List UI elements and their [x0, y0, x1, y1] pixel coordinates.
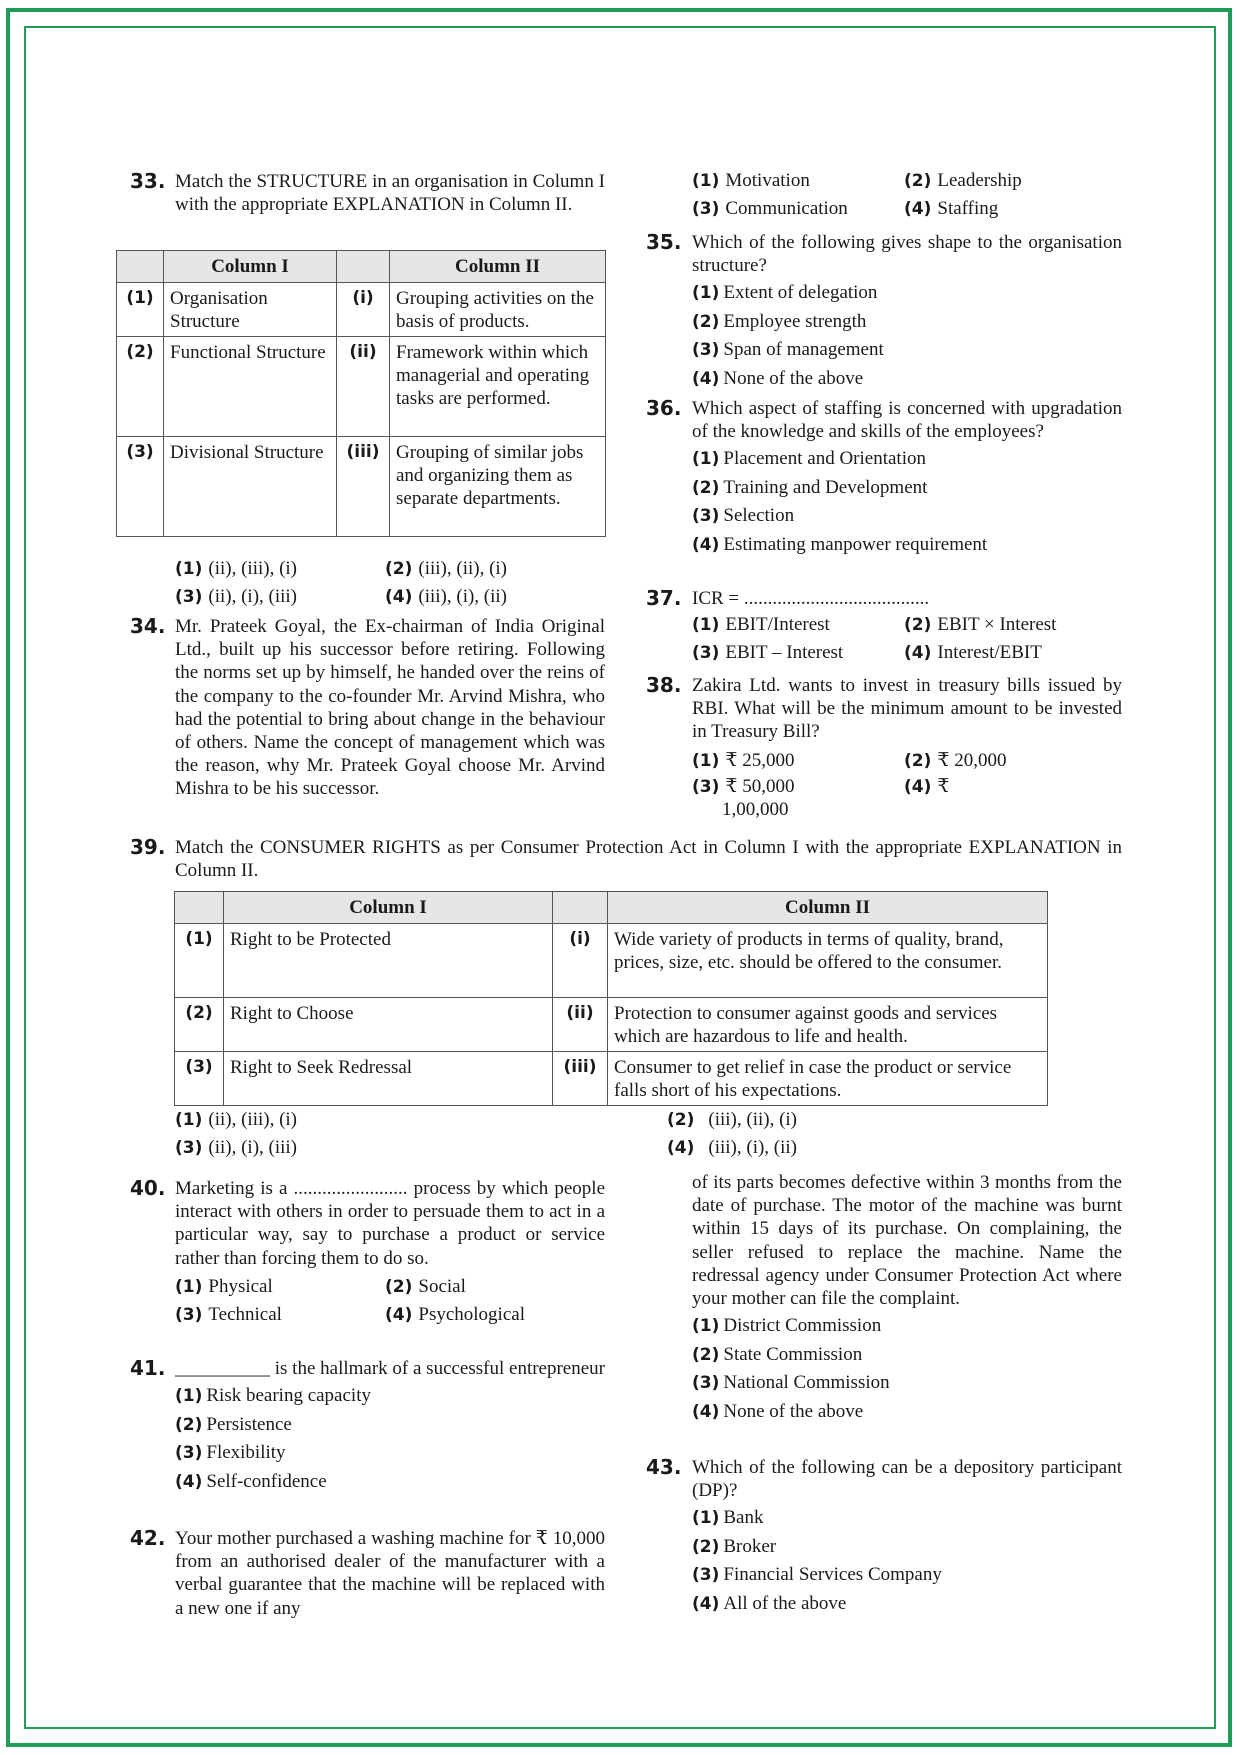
option[interactable]: (3) National Commission: [692, 1372, 890, 1394]
question-42: [130, 1527, 605, 1620]
option[interactable]: (1) EBIT/Interest: [692, 614, 830, 636]
option[interactable]: (4) Self-confidence: [175, 1470, 327, 1492]
option[interactable]: (2) Broker: [692, 1535, 777, 1557]
option[interactable]: (1) Extent of delegation: [692, 282, 878, 304]
option[interactable]: (3) Span of management: [692, 339, 884, 361]
table-header: Column I: [164, 251, 337, 283]
q33-match-table: [116, 250, 606, 537]
question-text: Match the CONSUMER RIGHTS as per Consumer Protection Act in Column I with the appropriate EXPLANATION in Column II.: [175, 837, 1122, 882]
option[interactable]: (1) ₹ 25,000: [692, 749, 795, 771]
question-number: 38.: [646, 673, 682, 697]
option[interactable]: (2) Training and Development: [692, 476, 928, 498]
question-text: Zakira Ltd. wants to invest in treasury bills issued by RBI. What will be the minimum amount to be invested in Treasury Bill?: [692, 675, 1122, 743]
option[interactable]: (2) (iii), (ii), (i): [385, 558, 508, 579]
option[interactable]: (3) (ii), (i), (iii): [175, 586, 298, 607]
option[interactable]: (4) Staffing: [904, 198, 999, 219]
question-text: __________ is the hallmark of a successful entrepreneur: [175, 1358, 606, 1379]
question-36: [646, 397, 1122, 559]
option[interactable]: (3) ₹ 50,000: [692, 775, 795, 797]
option[interactable]: (1) Placement and Orientation: [692, 448, 926, 470]
question-number: 33.: [130, 169, 166, 193]
option-continuation: 1,00,000: [722, 798, 789, 820]
question-39: [130, 836, 1122, 882]
option[interactable]: (4) (iii), (i), (ii): [385, 586, 508, 607]
question-text: Match the STRUCTURE in an organisation in Column I with the appropriate EXPLANATION in Column II.: [175, 171, 605, 216]
question-number: 36.: [646, 396, 682, 420]
question-text: Mr. Prateek Goyal, the Ex-chairman of India Original Ltd., built up his successor before retiring. Following the norms set up by himself, he handed over the reins of the company to the co-founder Mr. Arvind Mishra, who had the potential to bring about change in the behaviour of others. Name the concept of management which was the reason, why Mr. Prateek Goyal choose Mr. Arvind Mishra to be his successor.: [175, 616, 605, 800]
option[interactable]: (1) District Commission: [692, 1315, 882, 1337]
q39-match-table: [174, 891, 1048, 1106]
question-41: [130, 1357, 605, 1496]
question-38: [646, 674, 1122, 821]
question-35: [646, 231, 1122, 393]
option[interactable]: (4) ₹: [904, 775, 950, 797]
question-number: 41.: [130, 1356, 166, 1380]
option[interactable]: (3) Financial Services Company: [692, 1564, 942, 1586]
option[interactable]: (3) EBIT – Interest: [692, 642, 844, 664]
question-number: 35.: [646, 230, 682, 254]
question-text: Marketing is a ........................ process by which people interact with others in order to persuade them to act in a particular way, say to purchase a product or service rather than forcing them to do so.: [175, 1178, 605, 1269]
option[interactable]: (1) (ii), (iii), (i): [175, 558, 298, 579]
question-number: 37.: [646, 586, 682, 610]
table-header: Column II: [608, 892, 1048, 924]
table-header: Column II: [390, 251, 606, 283]
option[interactable]: (3) Communication: [692, 198, 848, 219]
option[interactable]: (4) Psychological: [385, 1303, 525, 1325]
option[interactable]: (2) (iii), (ii), (i): [667, 1109, 798, 1130]
table-row: (3) Divisional Structure (iii) Grouping of similar jobs and organizing them as separate departments.: [117, 437, 606, 537]
question-text: Which of the following gives shape to the organisation structure?: [692, 232, 1122, 277]
question-number: 40.: [130, 1176, 166, 1200]
option[interactable]: (3) Flexibility: [175, 1442, 286, 1464]
option[interactable]: (4) (iii), (i), (ii): [667, 1137, 798, 1158]
option[interactable]: (4) Estimating manpower requirement: [692, 533, 988, 555]
question-40: [130, 1177, 605, 1329]
table-row: (2) Functional Structure (ii) Framework within which managerial and operating tasks are performed.: [117, 337, 606, 437]
question-number: 43.: [646, 1455, 682, 1479]
question-text: of its parts becomes defective within 3 months from the date of purchase. The motor of the machine was burnt within 15 days of its purchase. On complaining, the seller refused to replace the machine. Name the redressal agency under Consumer Protection Act where your mother can file the complaint.: [692, 1172, 1122, 1310]
option[interactable]: (1) Motivation: [692, 170, 810, 191]
question-43: [646, 1456, 1122, 1618]
option[interactable]: (1) Risk bearing capacity: [175, 1385, 371, 1407]
q33-options: [175, 555, 605, 611]
option[interactable]: (4) Interest/EBIT: [904, 642, 1042, 664]
option[interactable]: (1) Bank: [692, 1507, 764, 1529]
option[interactable]: (3) Selection: [692, 505, 795, 527]
question-text: Which aspect of staffing is concerned with upgradation of the knowledge and skills of the employees?: [692, 398, 1122, 443]
option[interactable]: (2) Leadership: [904, 170, 1022, 191]
question-number: 34.: [130, 614, 166, 638]
table-header: Column I: [224, 892, 553, 924]
question-34: [130, 615, 605, 801]
option[interactable]: (4) None of the above: [692, 367, 864, 389]
option[interactable]: (2) EBIT × Interest: [904, 614, 1057, 636]
question-number: 39.: [130, 835, 166, 859]
table-row: (1) Organisation Structure (i) Grouping activities on the basis of products.: [117, 283, 606, 337]
table-row: (1) Right to be Protected (i) Wide variety of products in terms of quality, brand, prices, size, etc. should be offered to the consumer.: [175, 924, 1048, 998]
option[interactable]: (2) State Commission: [692, 1343, 863, 1365]
option[interactable]: (3) (ii), (i), (iii): [175, 1137, 298, 1158]
question-text: Your mother purchased a washing machine for ₹ 10,000 from an authorised dealer of the manufacturer with a verbal guarantee that the machine will be replaced with a new one if any: [175, 1528, 605, 1619]
question-text: ICR = .......................................: [692, 588, 930, 609]
option[interactable]: (3) Technical: [175, 1303, 282, 1325]
option[interactable]: (2) Persistence: [175, 1413, 292, 1435]
option[interactable]: (2) Social: [385, 1275, 466, 1297]
table-row: (2) Right to Choose (ii) Protection to consumer against goods and services which are hazardous to life and health.: [175, 998, 1048, 1052]
question-number: 42.: [130, 1526, 166, 1550]
option[interactable]: (4) None of the above: [692, 1400, 864, 1422]
question-37: [646, 587, 1122, 667]
table-row: (3) Right to Seek Redressal (iii) Consumer to get relief in case the product or service falls short of his expectations.: [175, 1052, 1048, 1106]
option[interactable]: (1) (ii), (iii), (i): [175, 1109, 298, 1130]
option[interactable]: (4) All of the above: [692, 1592, 847, 1614]
option[interactable]: (2) ₹ 20,000: [904, 749, 1007, 771]
option[interactable]: (2) Employee strength: [692, 310, 867, 332]
question-33: [130, 170, 605, 216]
question-text: Which of the following can be a depository participant (DP)?: [692, 1457, 1122, 1502]
question-42-continued: [692, 1171, 1122, 1426]
q39-options: [175, 1106, 1075, 1162]
q34-options: [692, 167, 1122, 223]
option[interactable]: (1) Physical: [175, 1275, 273, 1297]
